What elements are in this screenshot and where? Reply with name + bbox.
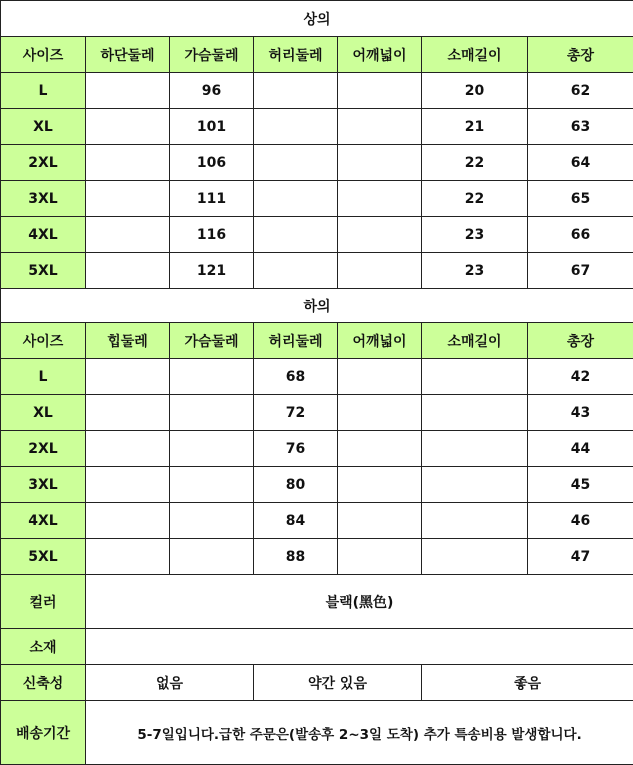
shoulder-cell bbox=[338, 539, 422, 575]
header-hip: 힙둘레 bbox=[86, 323, 170, 359]
shoulder-cell bbox=[338, 431, 422, 467]
size-cell: 2XL bbox=[1, 145, 86, 181]
material-label: 소재 bbox=[1, 629, 86, 665]
size-cell: XL bbox=[1, 395, 86, 431]
shoulder-cell bbox=[338, 467, 422, 503]
material-value bbox=[86, 629, 633, 665]
stretch-none: 없음 bbox=[86, 665, 254, 701]
sleeve-cell bbox=[422, 395, 528, 431]
shoulder-cell bbox=[338, 503, 422, 539]
waist-cell bbox=[254, 253, 338, 289]
color-label: 컬러 bbox=[1, 575, 86, 629]
size-cell: 4XL bbox=[1, 503, 86, 539]
length-cell: 62 bbox=[528, 73, 633, 109]
color-row bbox=[1, 575, 633, 629]
header-sleeve: 소매길이 bbox=[422, 37, 528, 73]
length-cell: 46 bbox=[528, 503, 633, 539]
color-value: 블랙(黑色) bbox=[86, 575, 633, 629]
sleeve-cell bbox=[422, 467, 528, 503]
table-row bbox=[1, 503, 633, 539]
length-cell: 67 bbox=[528, 253, 633, 289]
waist-cell bbox=[254, 109, 338, 145]
sleeve-cell bbox=[422, 431, 528, 467]
table-row bbox=[1, 217, 633, 253]
size-cell: 3XL bbox=[1, 181, 86, 217]
hip-cell bbox=[86, 467, 170, 503]
header-size: 사이즈 bbox=[1, 323, 86, 359]
bottom-section-title: 하의 bbox=[1, 289, 633, 323]
header-chest: 가슴둘레 bbox=[170, 323, 254, 359]
size-cell: 5XL bbox=[1, 539, 86, 575]
shoulder-cell bbox=[338, 253, 422, 289]
stretch-label: 신축성 bbox=[1, 665, 86, 701]
sleeve-cell: 20 bbox=[422, 73, 528, 109]
length-cell: 47 bbox=[528, 539, 633, 575]
chest-cell: 121 bbox=[170, 253, 254, 289]
waist-cell bbox=[254, 181, 338, 217]
table-row bbox=[1, 395, 633, 431]
chest-cell: 101 bbox=[170, 109, 254, 145]
top-title-row bbox=[1, 1, 633, 37]
header-length: 총장 bbox=[528, 323, 633, 359]
sleeve-cell bbox=[422, 503, 528, 539]
size-cell: 2XL bbox=[1, 431, 86, 467]
chest-cell: 96 bbox=[170, 73, 254, 109]
hem-cell bbox=[86, 253, 170, 289]
hem-cell bbox=[86, 109, 170, 145]
length-cell: 42 bbox=[528, 359, 633, 395]
shoulder-cell bbox=[338, 395, 422, 431]
header-chest: 가슴둘레 bbox=[170, 37, 254, 73]
header-hem: 하단둘레 bbox=[86, 37, 170, 73]
hip-cell bbox=[86, 539, 170, 575]
shoulder-cell bbox=[338, 359, 422, 395]
chest-cell bbox=[170, 359, 254, 395]
shoulder-cell bbox=[338, 217, 422, 253]
waist-cell: 84 bbox=[254, 503, 338, 539]
header-waist: 허리둘레 bbox=[254, 37, 338, 73]
chest-cell bbox=[170, 431, 254, 467]
sleeve-cell: 22 bbox=[422, 181, 528, 217]
header-length: 총장 bbox=[528, 37, 633, 73]
stretch-row bbox=[1, 665, 633, 701]
chest-cell: 116 bbox=[170, 217, 254, 253]
bottom-header-row bbox=[1, 323, 633, 359]
size-cell: 3XL bbox=[1, 467, 86, 503]
shoulder-cell bbox=[338, 181, 422, 217]
hip-cell bbox=[86, 431, 170, 467]
stretch-some: 약간 있음 bbox=[254, 665, 422, 701]
sleeve-cell bbox=[422, 539, 528, 575]
material-row bbox=[1, 629, 633, 665]
chest-cell: 111 bbox=[170, 181, 254, 217]
chest-cell: 106 bbox=[170, 145, 254, 181]
shoulder-cell bbox=[338, 109, 422, 145]
hip-cell bbox=[86, 395, 170, 431]
sleeve-cell: 23 bbox=[422, 217, 528, 253]
length-cell: 63 bbox=[528, 109, 633, 145]
table-row bbox=[1, 253, 633, 289]
hem-cell bbox=[86, 145, 170, 181]
waist-cell: 76 bbox=[254, 431, 338, 467]
table-row bbox=[1, 467, 633, 503]
waist-cell: 72 bbox=[254, 395, 338, 431]
waist-cell: 88 bbox=[254, 539, 338, 575]
table-row bbox=[1, 181, 633, 217]
sleeve-cell: 23 bbox=[422, 253, 528, 289]
header-size: 사이즈 bbox=[1, 37, 86, 73]
size-cell: 4XL bbox=[1, 217, 86, 253]
shipping-row bbox=[1, 701, 633, 765]
length-cell: 66 bbox=[528, 217, 633, 253]
table-row bbox=[1, 73, 633, 109]
size-cell: XL bbox=[1, 109, 86, 145]
size-cell: L bbox=[1, 359, 86, 395]
table-row bbox=[1, 109, 633, 145]
waist-cell bbox=[254, 217, 338, 253]
chest-cell bbox=[170, 503, 254, 539]
top-header-row bbox=[1, 37, 633, 73]
length-cell: 64 bbox=[528, 145, 633, 181]
header-shoulder: 어깨넓이 bbox=[338, 323, 422, 359]
header-shoulder: 어깨넓이 bbox=[338, 37, 422, 73]
size-cell: 5XL bbox=[1, 253, 86, 289]
chest-cell bbox=[170, 539, 254, 575]
length-cell: 43 bbox=[528, 395, 633, 431]
hip-cell bbox=[86, 503, 170, 539]
shoulder-cell bbox=[338, 145, 422, 181]
bottom-title-row bbox=[1, 289, 633, 323]
waist-cell bbox=[254, 73, 338, 109]
sleeve-cell bbox=[422, 359, 528, 395]
hem-cell bbox=[86, 217, 170, 253]
size-cell: L bbox=[1, 73, 86, 109]
shipping-label: 배송기간 bbox=[1, 701, 86, 765]
top-section-title: 상의 bbox=[1, 1, 633, 37]
stretch-good: 좋음 bbox=[422, 665, 633, 701]
length-cell: 45 bbox=[528, 467, 633, 503]
chest-cell bbox=[170, 467, 254, 503]
header-sleeve: 소매길이 bbox=[422, 323, 528, 359]
waist-cell: 80 bbox=[254, 467, 338, 503]
hem-cell bbox=[86, 181, 170, 217]
waist-cell bbox=[254, 145, 338, 181]
sleeve-cell: 21 bbox=[422, 109, 528, 145]
table-row bbox=[1, 359, 633, 395]
shoulder-cell bbox=[338, 73, 422, 109]
chest-cell bbox=[170, 395, 254, 431]
table-row bbox=[1, 145, 633, 181]
waist-cell: 68 bbox=[254, 359, 338, 395]
shipping-value: 5-7일입니다.급한 주문은(발송후 2~3일 도착) 추가 특송비용 발생합니다. bbox=[86, 701, 633, 765]
table-row bbox=[1, 539, 633, 575]
length-cell: 65 bbox=[528, 181, 633, 217]
table-row bbox=[1, 431, 633, 467]
hem-cell bbox=[86, 73, 170, 109]
hip-cell bbox=[86, 359, 170, 395]
length-cell: 44 bbox=[528, 431, 633, 467]
header-waist: 허리둘레 bbox=[254, 323, 338, 359]
sleeve-cell: 22 bbox=[422, 145, 528, 181]
